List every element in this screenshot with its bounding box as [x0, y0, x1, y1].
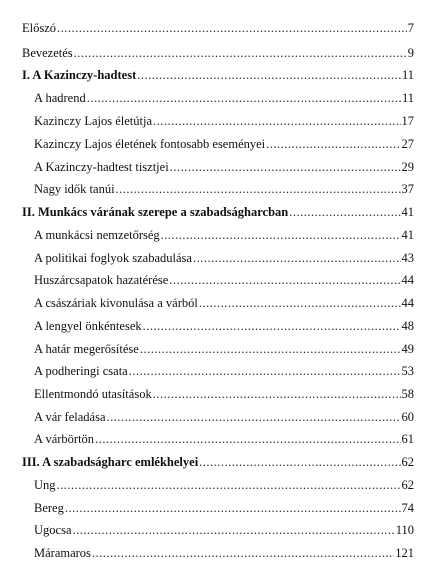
toc-entry-title: Kazinczy Lajos életútja [34, 114, 152, 128]
toc-entry-title: Bevezetés [22, 46, 73, 60]
toc-entry-page: 7 [407, 21, 414, 35]
toc-entry-page: 49 [401, 342, 414, 356]
toc-entry-page: 58 [401, 387, 414, 401]
toc-entry-page: 11 [401, 91, 414, 105]
toc-entry [34, 545, 414, 561]
toc-entry-page: 44 [401, 296, 414, 310]
toc-section [22, 67, 414, 83]
dot-leader [65, 500, 401, 516]
toc-entry-title: Bereg [34, 501, 64, 515]
dot-leader [116, 181, 401, 197]
dot-leader [95, 431, 400, 447]
toc-entry-page: 74 [401, 501, 414, 515]
dot-leader [153, 386, 401, 402]
toc-entry-title: A podheringi csata [34, 364, 128, 378]
toc-entry [34, 386, 414, 402]
toc-entry [34, 295, 414, 311]
dot-leader [199, 454, 400, 470]
toc-entry [34, 113, 414, 129]
toc-entry-title: A politikai foglyok szabadulása [34, 251, 192, 265]
toc-entry-title: A Kazinczy-hadtest tisztjei [34, 160, 169, 174]
toc-entry-title: A császáriak kivonulása a várból [34, 296, 198, 310]
toc-entry-title: A határ megerősítése [34, 342, 139, 356]
toc-entry-title: Máramaros [34, 546, 91, 560]
toc-entry-page: 41 [401, 228, 414, 242]
dot-leader [143, 318, 401, 334]
toc-entry-page: 37 [401, 182, 414, 196]
toc-entry-page: 121 [395, 546, 414, 560]
toc-entry-title: II. Munkács várának szerepe a szabadságharcban [22, 205, 289, 219]
toc-entry-page: 48 [401, 319, 414, 333]
toc-entry-title: Kazinczy Lajos életének fontosabb eseményei [34, 137, 266, 151]
toc-entry [34, 500, 414, 516]
dot-leader [161, 227, 401, 243]
dot-leader [169, 272, 400, 288]
toc-section [22, 454, 414, 470]
toc-entry-title: Ellentmondó utasítások [34, 387, 152, 401]
toc-entry-title: I. A Kazinczy-hadtest [22, 68, 137, 82]
toc-entry [34, 522, 414, 538]
toc-entry-page: 11 [401, 68, 414, 82]
toc-entry-title: A munkácsi nemzetőrség [34, 228, 160, 242]
toc-entry [34, 90, 414, 106]
toc-entry-title: Ung [34, 478, 56, 492]
toc-entry-page: 9 [407, 46, 414, 60]
toc-entry [34, 341, 414, 357]
toc-entry-page: 110 [395, 523, 414, 537]
toc-entry-page: 44 [401, 273, 414, 287]
toc-entry [34, 159, 414, 175]
toc-entry-title: Ugocsa [34, 523, 72, 537]
dot-leader [137, 67, 401, 83]
toc-entry [34, 363, 414, 379]
dot-leader [74, 45, 407, 61]
toc-entry [34, 136, 414, 152]
toc-entry [34, 318, 414, 334]
toc-entry [34, 272, 414, 288]
dot-leader [193, 250, 401, 266]
toc-section [22, 20, 414, 36]
dot-leader [153, 113, 401, 129]
toc-entry [34, 477, 414, 493]
dot-leader [57, 477, 401, 493]
toc-entry-page: 61 [401, 432, 414, 446]
toc-section [22, 45, 414, 61]
toc-entry [34, 250, 414, 266]
dot-leader [73, 522, 395, 538]
dot-leader [57, 20, 407, 36]
toc-section [22, 204, 414, 220]
toc-entry-title: A vár feladása [34, 410, 106, 424]
toc-entry [34, 409, 414, 425]
toc-entry [34, 181, 414, 197]
toc-entry-title: Nagy idők tanúi [34, 182, 115, 196]
toc-entry-title: III. A szabadságharc emlékhelyei [22, 455, 199, 469]
toc-entry-title: A lengyel önkéntesek [34, 319, 142, 333]
toc-entry-page: 43 [401, 251, 414, 265]
dot-leader [107, 409, 401, 425]
dot-leader [140, 341, 401, 357]
toc-entry-page: 41 [401, 205, 414, 219]
toc-entry [34, 227, 414, 243]
dot-leader [87, 90, 401, 106]
toc-entry-title: A hadrend [34, 91, 86, 105]
toc-entry-title: A várbörtön [34, 432, 95, 446]
toc-entry [34, 431, 414, 447]
dot-leader [170, 159, 401, 175]
toc-entry-page: 29 [401, 160, 414, 174]
toc-entry-page: 27 [401, 137, 414, 151]
dot-leader [129, 363, 401, 379]
dot-leader [266, 136, 400, 152]
dot-leader [199, 295, 401, 311]
toc-entry-page: 17 [401, 114, 414, 128]
toc-entry-page: 53 [401, 364, 414, 378]
dot-leader [289, 204, 400, 220]
dot-leader [92, 545, 394, 561]
toc-entry-page: 62 [401, 478, 414, 492]
toc-entry-page: 60 [401, 410, 414, 424]
toc-entry-page: 62 [401, 455, 414, 469]
toc-entry-title: Huszárcsapatok hazatérése [34, 273, 169, 287]
toc-entry-title: Előszó [22, 21, 57, 35]
